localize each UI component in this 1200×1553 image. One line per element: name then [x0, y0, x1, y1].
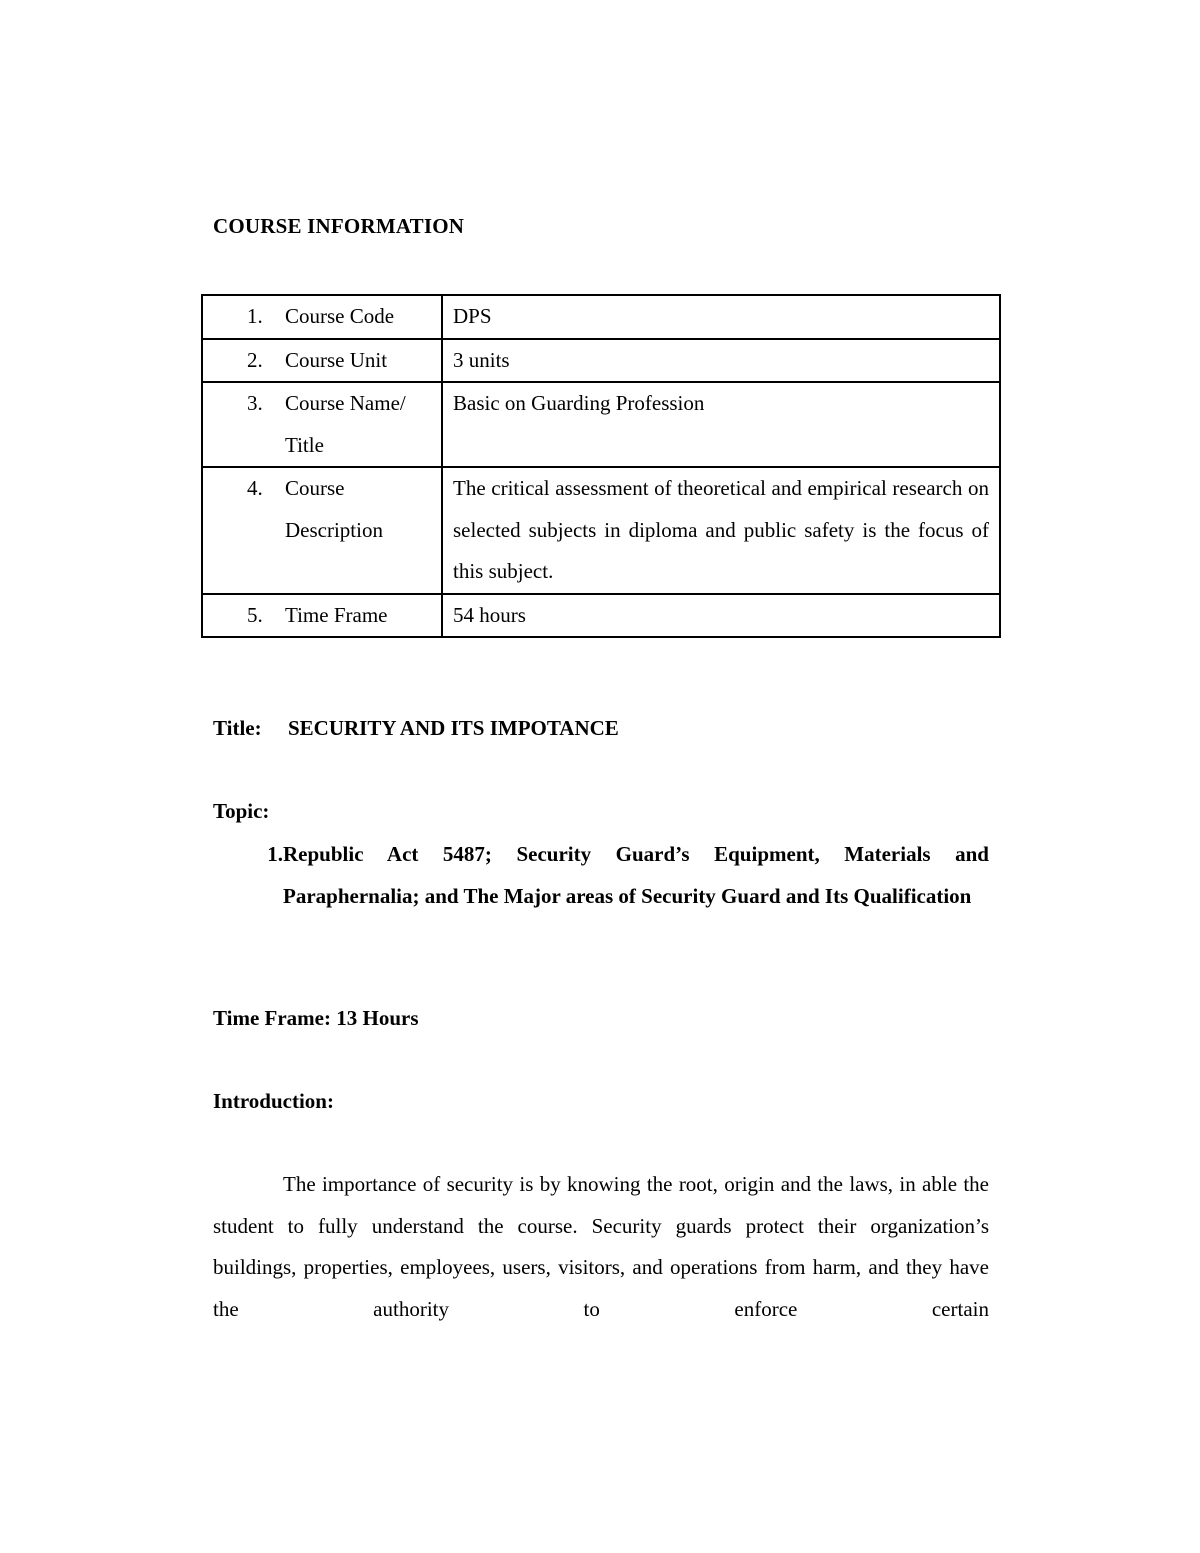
- table-row: [202, 467, 1000, 594]
- topic-number: 1.: [267, 842, 283, 866]
- introduction-label: Introduction:: [213, 1089, 334, 1113]
- table-row: [202, 339, 1000, 383]
- row-label: Course Code: [285, 304, 395, 328]
- row-value: 3 units: [453, 347, 510, 372]
- time-frame: Time Frame: 13 Hours: [213, 1006, 419, 1030]
- row-number: 3.: [247, 391, 263, 415]
- course-information-table: [201, 294, 1001, 638]
- row-number: 4.: [247, 476, 263, 500]
- table-row: [202, 382, 1000, 467]
- title-value: SECURITY AND ITS IMPOTANCE: [288, 716, 619, 740]
- row-label: Course Unit: [285, 347, 388, 372]
- row-number: 2.: [247, 347, 263, 372]
- document-title: [213, 716, 619, 741]
- row-number: 5.: [247, 602, 263, 627]
- row-label: Course Description: [285, 476, 383, 542]
- topic-text: Republic Act 5487; Security Guard’s Equipment, Materials and Paraphernalia; and The Major areas of Security Guard and Its Qualification: [283, 842, 989, 908]
- row-number: 1.: [247, 304, 263, 328]
- table-row: [202, 295, 1000, 339]
- course-information-heading: COURSE INFORMATION: [213, 214, 465, 238]
- table-row: [202, 594, 1000, 638]
- introduction-paragraph: The importance of security is by knowing the root, origin and the laws, in able the student to fully understand the course. Security guards protect their organization’s buildings, properties, employees, users, visitors, and operations from harm, and they have the authority to enforce certain: [213, 1172, 989, 1321]
- row-label: Course Name/ Title: [285, 391, 406, 457]
- topic-label: Topic:: [213, 799, 270, 823]
- row-value: DPS: [453, 304, 492, 328]
- list-item: [213, 834, 989, 917]
- row-value: 54 hours: [453, 602, 526, 627]
- row-value: Basic on Guarding Profession: [453, 391, 705, 415]
- row-label: Time Frame: [285, 602, 388, 627]
- row-value: The critical assessment of theoretical and empirical research on selected subjects in diploma and public safety is the focus of this subject.: [453, 476, 989, 583]
- title-label: Title:: [213, 716, 262, 740]
